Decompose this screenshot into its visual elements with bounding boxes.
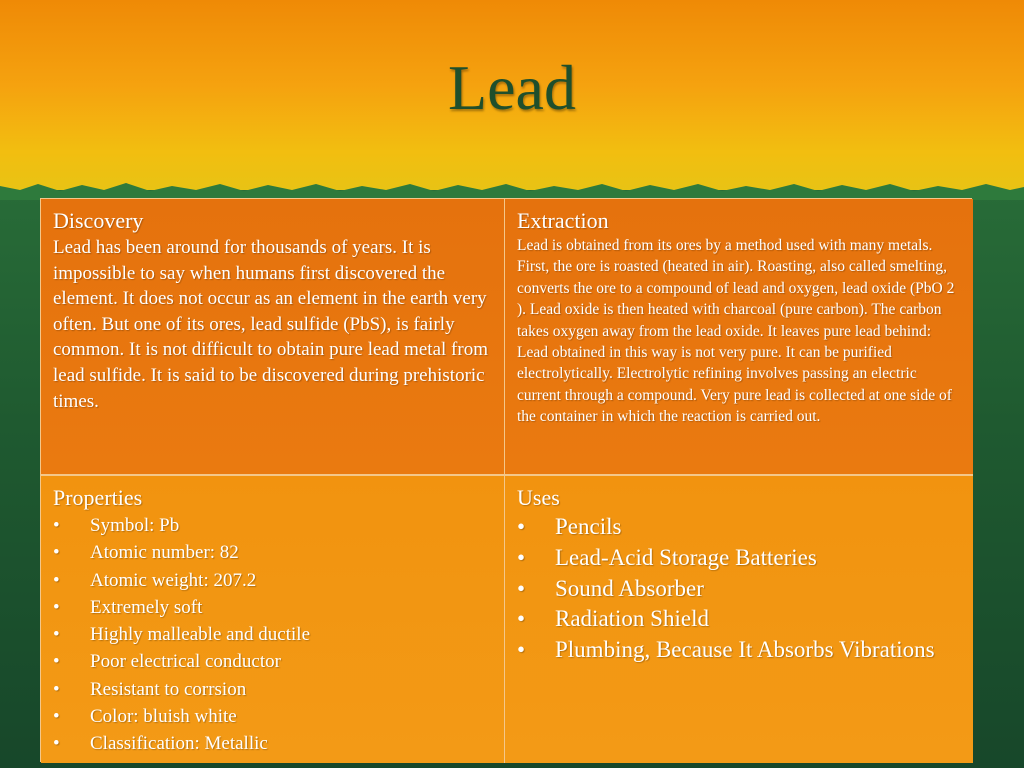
ragged-edge-divider: [0, 178, 1024, 200]
content-table: [40, 198, 972, 762]
property-text: Symbol: Pb: [90, 515, 180, 536]
bullet-icon: •: [53, 678, 60, 700]
property-text: Poor electrical conductor: [90, 651, 281, 673]
bullet-icon: •: [53, 733, 60, 755]
use-text: Plumbing, Because It Absorbs Vibrations: [555, 637, 935, 663]
discovery-heading: Discovery: [53, 208, 144, 233]
list-item: [53, 676, 492, 703]
list-item: [517, 635, 961, 666]
property-text: Extremely soft: [90, 596, 203, 618]
list-item: [517, 543, 961, 574]
bullet-icon: •: [53, 651, 60, 673]
list-item: [53, 621, 492, 648]
bullet-icon: •: [53, 706, 60, 728]
bullet-icon: •: [53, 542, 60, 564]
property-text: Atomic weight: 207.2: [90, 569, 257, 591]
uses-heading: Uses: [517, 485, 560, 510]
bullet-icon: •: [53, 596, 60, 618]
uses-cell: [505, 476, 973, 763]
list-item: [53, 567, 492, 594]
property-text: Color: bluish white: [90, 706, 237, 728]
property-text: Resistant to corrsion: [90, 678, 247, 700]
list-item: [53, 648, 492, 675]
discovery-text: Lead has been around for thousands of years. It is impossible to say when humans first discovered the element. It does not occur as an element in the earth very often. But one of its ores, lead sulfide (PbS), is fairly common. It is not difficult to obtain pure lead metal from lead sulfide. It is said to be discovered during prehistoric times.: [53, 237, 488, 412]
bullet-icon: •: [53, 569, 60, 591]
list-item: [53, 730, 492, 757]
extraction-text: Lead is obtained from its ores by a method used with many metals. First, the ore is roasted (heated in air). Roasting, also called smelting, converts the ore to a compound of lead and oxygen, lead oxide (PbO 2 ). Lead oxide is then heated with charcoal (pure carbon). The carbon takes oxygen away from the lead oxide. It leaves pure lead behind: Lead obtained in this way is not very pure. It can be purified electrolytically. Electrolytic refining involves passing an electric current through a compound. Very pure lead is collected at one side of the container in which the reaction is carried out.: [517, 237, 955, 426]
properties-heading: Properties: [53, 485, 143, 510]
extraction-cell: [505, 199, 973, 476]
properties-cell: [41, 476, 505, 763]
property-text: Atomic number: 82: [90, 542, 239, 564]
property-text: Highly malleable and ductile: [90, 624, 311, 646]
slide-title: Lead: [448, 52, 576, 123]
uses-list: [517, 512, 961, 666]
use-text: Pencils: [555, 514, 622, 539]
list-item: [53, 594, 492, 621]
list-item: [53, 539, 492, 566]
bullet-icon: •: [517, 637, 526, 663]
bullet-icon: •: [517, 544, 526, 570]
list-item: [517, 604, 961, 635]
list-item: [53, 703, 492, 730]
use-text: Lead-Acid Storage Batteries: [555, 544, 817, 570]
list-item: [53, 512, 492, 539]
discovery-cell: [41, 199, 505, 476]
list-item: [517, 574, 961, 605]
bullet-icon: •: [53, 515, 60, 536]
bullet-icon: •: [53, 624, 60, 646]
use-text: Sound Absorber: [555, 575, 704, 601]
bullet-icon: •: [517, 575, 526, 601]
bullet-icon: •: [517, 514, 526, 539]
use-text: Radiation Shield: [555, 606, 709, 632]
extraction-heading: Extraction: [517, 208, 609, 233]
properties-list: [53, 512, 492, 758]
list-item: [517, 512, 961, 543]
property-text: Classification: Metallic: [90, 733, 268, 755]
bullet-icon: •: [517, 606, 526, 632]
